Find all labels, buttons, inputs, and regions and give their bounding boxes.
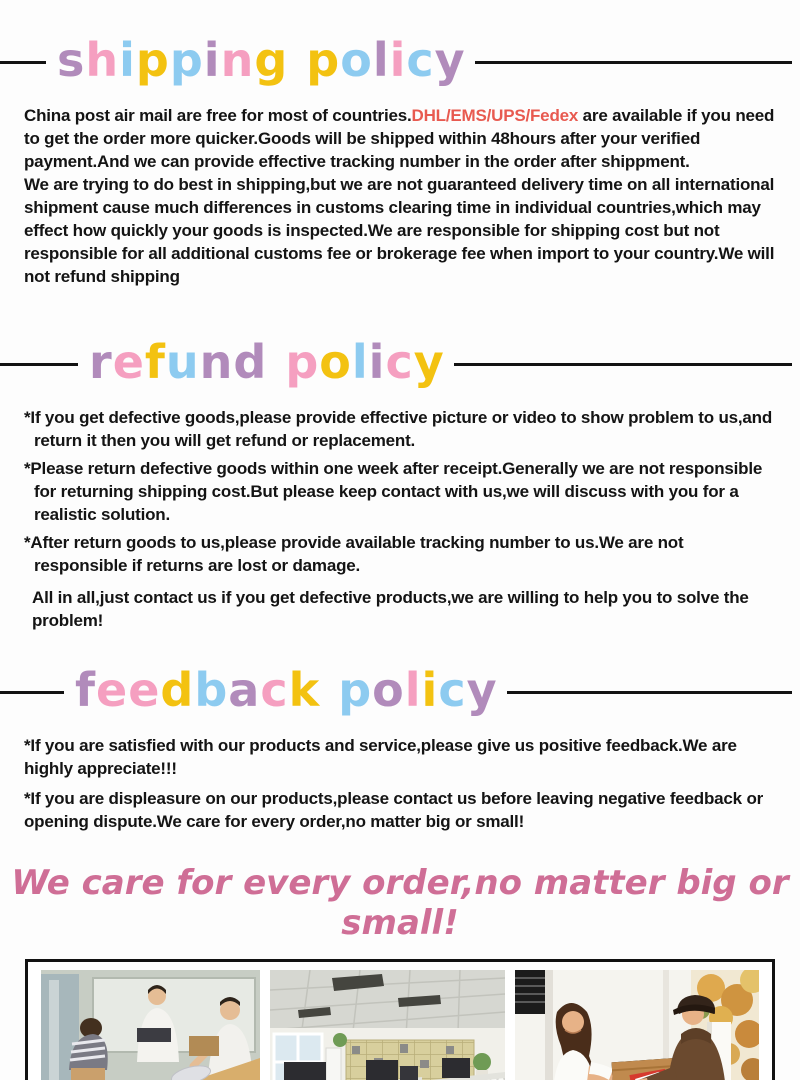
title-letter: k xyxy=(288,663,319,717)
header-rule-right xyxy=(507,691,792,694)
policy-bullet-line: *If you are satisfied with our products and service,please give us positive feedback.We are highly appreciate!!! xyxy=(24,736,742,778)
title-letter: u xyxy=(165,335,198,389)
title-letter: y xyxy=(434,33,464,87)
title-letter: i xyxy=(368,335,384,389)
title-letter: l xyxy=(351,335,367,389)
shipping-policy-title xyxy=(46,33,475,87)
title-letter: c xyxy=(385,335,412,389)
title-letter: o xyxy=(372,663,403,717)
title-letter: c xyxy=(438,663,465,717)
refund-bullet-list xyxy=(24,406,780,577)
header-rule-right xyxy=(454,363,792,366)
title-letter: p xyxy=(169,33,202,87)
policy-bullet-line: *If you are displeasure on our products,please contact us before leaving negative feedback or opening dispute.We care for every order,no matter big or small! xyxy=(24,789,768,831)
title-letter: p xyxy=(306,33,339,87)
title-letter: c xyxy=(406,33,433,87)
paragraph-text: China post air mail are free for most of countries. xyxy=(24,106,412,125)
title-letter: p xyxy=(338,663,371,717)
header-rule-left xyxy=(0,61,46,64)
refund-policy-title xyxy=(78,335,454,389)
title-letter: l xyxy=(404,663,420,717)
header-rule-left xyxy=(0,691,64,694)
header-rule-right xyxy=(475,61,792,64)
title-letter: y xyxy=(413,335,443,389)
title-letter: i xyxy=(421,663,437,717)
title-letter: i xyxy=(389,33,405,87)
shipping-policy-header xyxy=(0,30,800,94)
title-letter: e xyxy=(96,663,127,717)
shipping-policy-text xyxy=(24,104,780,288)
title-letter: h xyxy=(85,33,118,87)
title-letter: y xyxy=(466,663,496,717)
title-letter: e xyxy=(128,663,159,717)
title-letter: p xyxy=(285,335,318,389)
policy-bullet-line: *After return goods to us,please provide available tracking number to us.We are not responsible if returns are lost or damage. xyxy=(24,533,688,575)
title-letter: d xyxy=(160,663,193,717)
office-interior-photo xyxy=(270,970,505,1080)
refund-policy-text xyxy=(24,406,780,632)
title-letter: s xyxy=(57,33,84,87)
title-letter: l xyxy=(372,33,388,87)
title-letter: c xyxy=(260,663,287,717)
title-letter: n xyxy=(199,335,232,389)
shipping-paragraph-2: We are trying to do best in shipping,but we are not guaranteed delivery time on all international shipment cause much differences in customs clearing time in individual countries,which may effect how quickly your goods is inspected.We are responsible for shipping cost but not responsible for all additional customs fee or brokerage fee when import to your country.We will not refund shipping xyxy=(24,175,779,286)
courier-delivery-photo xyxy=(515,970,759,1080)
photo-strip xyxy=(25,959,775,1080)
title-letter: n xyxy=(220,33,253,87)
title-letter: i xyxy=(119,33,134,87)
title-letter: e xyxy=(112,335,143,389)
title-letter: b xyxy=(194,663,227,717)
feedback-policy-header xyxy=(0,660,800,724)
title-letter: g xyxy=(254,33,287,87)
title-letter: r xyxy=(89,335,111,389)
title-letter: o xyxy=(319,335,350,389)
feedback-policy-text xyxy=(24,734,780,833)
feedback-policy-title xyxy=(64,663,507,717)
title-letter: i xyxy=(203,33,219,87)
shipping-paragraph-1 xyxy=(24,104,780,173)
highlighted-carriers-text: DHL/EMS/UPS/Fedex xyxy=(411,106,579,125)
title-letter: o xyxy=(340,33,371,87)
title-letter: f xyxy=(75,663,95,717)
refund-closing-line: All in all,just contact us if you get defective products,we are willing to help you to solve the problem! xyxy=(32,588,754,630)
paragraph-text: are available if you need to get the order more quicker.Goods will be shipped within 48hours after your verified payment.And we can provide effective tracking number in the order after shippment. xyxy=(24,106,779,171)
feedback-bullet-list xyxy=(24,734,780,833)
header-rule-left xyxy=(0,363,78,366)
title-letter: p xyxy=(135,33,168,87)
title-letter: f xyxy=(144,335,164,389)
policy-bullet-line: *Please return defective goods within one week after receipt.Generally we are not responsible for returning shipping cost.But please keep contact with us,we will discuss with you for a realistic solution. xyxy=(24,459,767,524)
refund-policy-header xyxy=(0,332,800,396)
warehouse-packing-photo xyxy=(41,970,260,1080)
policy-bullet-line: *If you get defective goods,please provide effective picture or video to show problem to us,and return it then you will get refund or replacement. xyxy=(24,408,782,450)
title-letter: d xyxy=(233,335,266,389)
care-banner-text: We care for every order,no matter big or small! xyxy=(11,863,789,943)
title-letter: a xyxy=(228,663,259,717)
